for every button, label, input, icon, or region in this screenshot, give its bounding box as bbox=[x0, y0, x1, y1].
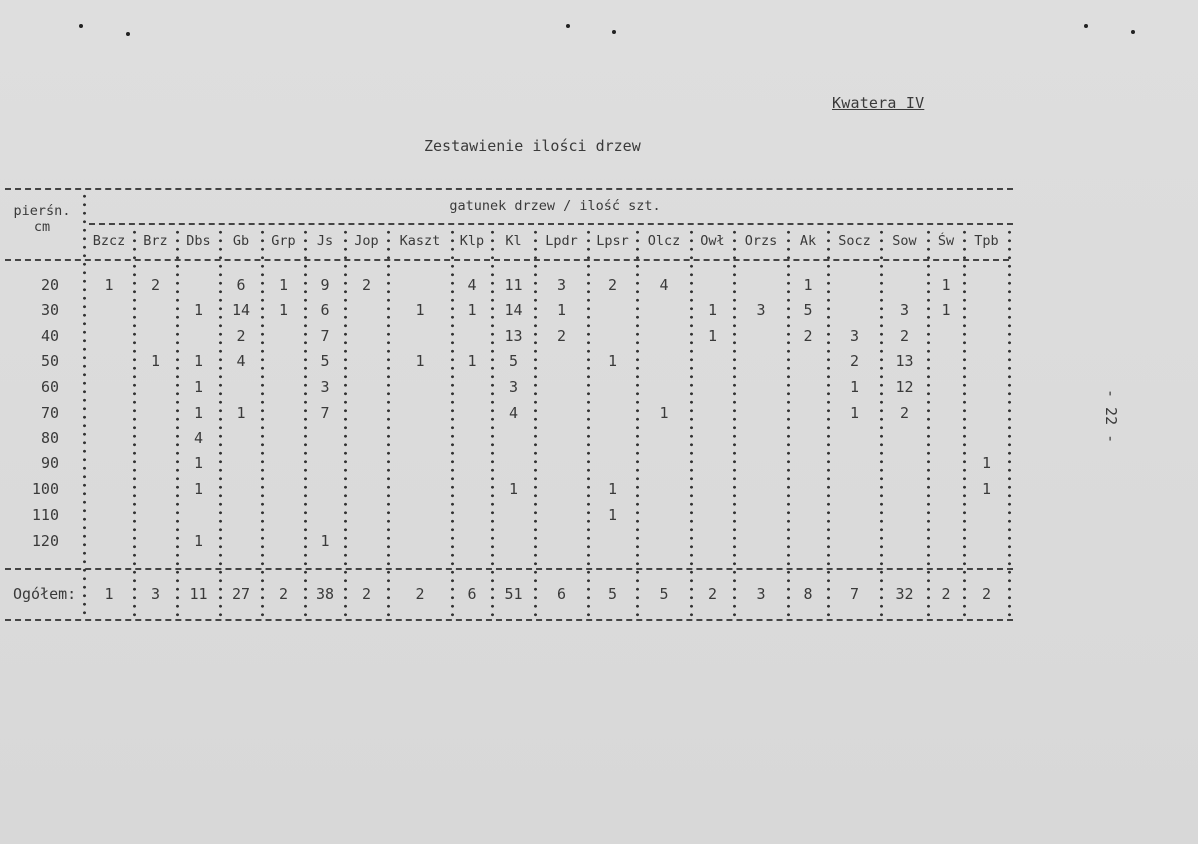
row-label: 70 bbox=[40, 404, 59, 422]
row-label: 100 bbox=[31, 480, 59, 498]
table-cell: 13 bbox=[895, 352, 914, 370]
table-cell: 1 bbox=[193, 378, 204, 396]
column-header: Św bbox=[937, 233, 955, 249]
column-separator bbox=[880, 228, 883, 619]
table-cell: 1 bbox=[193, 404, 204, 422]
column-header: Tpb bbox=[974, 233, 999, 249]
page-number: - 22 - bbox=[1102, 389, 1120, 444]
table-cell: 4 bbox=[508, 404, 519, 422]
column-header: Kl bbox=[505, 233, 522, 249]
table-cell: 1 bbox=[707, 327, 718, 345]
table-cell: 1 bbox=[607, 352, 618, 370]
table-cell: 1 bbox=[607, 506, 618, 524]
table-cell: 1 bbox=[659, 404, 669, 422]
table-cell: 1 bbox=[193, 480, 204, 498]
table-rule bbox=[5, 188, 1013, 190]
table-rule bbox=[5, 259, 1009, 261]
table-cell: 1 bbox=[193, 454, 204, 472]
table-cell: 3 bbox=[849, 327, 860, 345]
column-separator bbox=[83, 192, 86, 619]
total-cell: 5 bbox=[659, 585, 669, 603]
table-cell: 2 bbox=[899, 327, 910, 345]
row-label: 40 bbox=[40, 327, 59, 345]
column-header: Owł bbox=[700, 233, 725, 249]
table-cell: 1 bbox=[467, 301, 477, 319]
column-header: Sow bbox=[892, 233, 917, 249]
table-rule bbox=[5, 568, 1013, 570]
column-separator bbox=[963, 228, 966, 619]
total-cell: 2 bbox=[707, 585, 718, 603]
table-cell: 2 bbox=[556, 327, 567, 345]
row-label: 110 bbox=[31, 506, 59, 524]
table-cell: 1 bbox=[415, 301, 425, 319]
table-cell: 1 bbox=[467, 352, 477, 370]
table-cell: 1 bbox=[556, 301, 567, 319]
total-label: Ogółem: bbox=[13, 585, 77, 603]
table-cell: 1 bbox=[193, 352, 204, 370]
column-header: Jop bbox=[354, 233, 379, 249]
row-label: 80 bbox=[40, 429, 59, 447]
row-label: 90 bbox=[40, 454, 59, 472]
table-cell: 1 bbox=[941, 276, 951, 294]
table-cell: 4 bbox=[236, 352, 246, 370]
table-cell: 1 bbox=[150, 352, 161, 370]
table-cell: 2 bbox=[361, 276, 372, 294]
column-header: Kaszt bbox=[399, 233, 441, 249]
table-cell: 2 bbox=[236, 327, 246, 345]
table-cell: 7 bbox=[320, 327, 330, 345]
table-cell: 3 bbox=[556, 276, 567, 294]
row-label: 120 bbox=[31, 532, 59, 550]
table-cell: 1 bbox=[849, 378, 860, 396]
table-cell: 1 bbox=[193, 301, 204, 319]
table-cell: 1 bbox=[941, 301, 951, 319]
column-separator bbox=[387, 228, 390, 619]
table-cell: 1 bbox=[320, 532, 330, 550]
total-cell: 38 bbox=[315, 585, 335, 603]
table-cell: 4 bbox=[193, 429, 204, 447]
table-cell: 13 bbox=[504, 327, 523, 345]
punch-mark bbox=[1084, 24, 1088, 28]
punch-mark bbox=[126, 32, 130, 36]
table-cell: 5 bbox=[508, 352, 519, 370]
table-cell: 1 bbox=[278, 301, 289, 319]
total-cell: 2 bbox=[415, 585, 425, 603]
row-label: 60 bbox=[40, 378, 59, 396]
total-cell: 1 bbox=[104, 585, 114, 603]
column-header: Brz bbox=[143, 233, 168, 249]
table-cell: 1 bbox=[415, 352, 425, 370]
table-cell: 12 bbox=[895, 378, 914, 396]
total-cell: 7 bbox=[849, 585, 860, 603]
column-header: Lpdr bbox=[545, 233, 578, 249]
total-cell: 2 bbox=[941, 585, 951, 603]
column-header: Dbs bbox=[186, 233, 211, 249]
table-cell: 3 bbox=[899, 301, 910, 319]
table-cell: 14 bbox=[504, 301, 523, 319]
table-cell: 1 bbox=[278, 276, 289, 294]
table-cell: 1 bbox=[104, 276, 114, 294]
table-cell: 1 bbox=[981, 480, 992, 498]
column-header: Grp bbox=[271, 233, 296, 249]
column-header: Socz bbox=[838, 233, 871, 249]
table-cell: 2 bbox=[899, 404, 910, 422]
table-cell: 2 bbox=[803, 327, 813, 345]
table-cell: 6 bbox=[236, 276, 246, 294]
row-label: 30 bbox=[40, 301, 59, 319]
column-header: Orzs bbox=[744, 233, 778, 249]
table-cell: 5 bbox=[803, 301, 813, 319]
total-cell: 3 bbox=[756, 585, 766, 603]
table-cell: 1 bbox=[508, 480, 519, 498]
total-cell: 3 bbox=[150, 585, 161, 603]
table-rule bbox=[89, 223, 1013, 225]
column-header: Olcz bbox=[647, 233, 681, 249]
table-cell: 3 bbox=[756, 301, 766, 319]
total-cell: 2 bbox=[361, 585, 372, 603]
row-label: 50 bbox=[40, 352, 59, 370]
table-cell: 2 bbox=[150, 276, 161, 294]
table-cell: 1 bbox=[981, 454, 992, 472]
table-cell: 6 bbox=[320, 301, 330, 319]
row-header-unit: cm bbox=[33, 219, 51, 235]
punch-mark bbox=[612, 30, 616, 34]
table-cell: 2 bbox=[849, 352, 860, 370]
punch-mark bbox=[79, 24, 83, 28]
table-cell: 1 bbox=[803, 276, 813, 294]
punch-mark bbox=[1131, 30, 1135, 34]
table-cell: 1 bbox=[607, 480, 618, 498]
table-cell: 4 bbox=[659, 276, 669, 294]
section-label: Kwatera IV bbox=[832, 94, 925, 112]
column-separator bbox=[1008, 228, 1011, 619]
table-cell: 9 bbox=[320, 276, 330, 294]
total-cell: 6 bbox=[467, 585, 477, 603]
table-cell: 11 bbox=[504, 276, 523, 294]
total-cell: 2 bbox=[278, 585, 289, 603]
column-separator bbox=[733, 228, 736, 619]
table-cell: 2 bbox=[607, 276, 618, 294]
total-cell: 8 bbox=[803, 585, 813, 603]
table-cell: 1 bbox=[193, 532, 204, 550]
table-cell: 7 bbox=[320, 404, 330, 422]
column-header: Bzcz bbox=[92, 233, 126, 249]
table-cell: 1 bbox=[849, 404, 860, 422]
column-header: Js bbox=[316, 233, 334, 249]
table-cell: 1 bbox=[707, 301, 718, 319]
punch-mark bbox=[566, 24, 570, 28]
tree-count-table bbox=[5, 188, 1015, 623]
table-cell: 3 bbox=[508, 378, 519, 396]
total-cell: 2 bbox=[981, 585, 992, 603]
column-header: Klp bbox=[459, 233, 485, 249]
column-separator bbox=[827, 228, 830, 619]
table-cell: 1 bbox=[236, 404, 246, 422]
total-cell: 51 bbox=[504, 585, 523, 603]
column-separator bbox=[176, 228, 179, 619]
total-cell: 11 bbox=[189, 585, 208, 603]
page-title: Zestawienie ilości drzew bbox=[424, 137, 641, 155]
column-header: Gb bbox=[232, 233, 250, 249]
column-separator bbox=[690, 228, 693, 619]
column-header: Lpsr bbox=[596, 233, 629, 249]
column-header: Ak bbox=[799, 233, 817, 249]
total-cell: 32 bbox=[895, 585, 914, 603]
row-label: 20 bbox=[40, 276, 59, 294]
total-cell: 5 bbox=[607, 585, 618, 603]
row-header-label: pierśn. bbox=[13, 203, 71, 219]
total-cell: 6 bbox=[556, 585, 567, 603]
table-cell: 5 bbox=[320, 352, 330, 370]
table-cell: 4 bbox=[467, 276, 477, 294]
total-cell: 27 bbox=[231, 585, 251, 603]
table-rule bbox=[5, 619, 1013, 621]
table-cell: 14 bbox=[231, 301, 251, 319]
group-header: gatunek drzew / ilość szt. bbox=[449, 198, 661, 214]
table-cell: 3 bbox=[320, 378, 330, 396]
